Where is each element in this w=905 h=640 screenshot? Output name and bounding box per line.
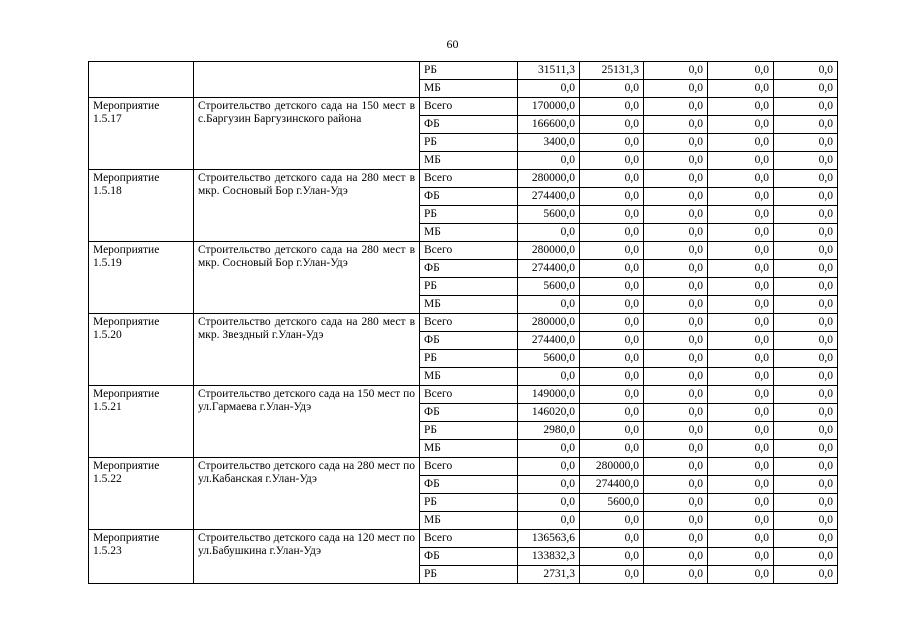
amount-cell: 0,0 — [708, 152, 774, 170]
amount-cell: 0,0 — [774, 350, 838, 368]
amount-cell: 0,0 — [644, 260, 708, 278]
amount-cell: 0,0 — [580, 332, 644, 350]
amount-cell: 0,0 — [580, 152, 644, 170]
amount-cell: 0,0 — [708, 134, 774, 152]
event-cell: Мероприятие 1.5.22 — [89, 458, 194, 530]
amount-cell: 0,0 — [580, 548, 644, 566]
amount-cell: 133832,3 — [518, 548, 580, 566]
amount-cell: 0,0 — [518, 476, 580, 494]
amount-cell: 0,0 — [774, 98, 838, 116]
funding-source-cell: Всего — [420, 530, 518, 548]
amount-cell: 0,0 — [518, 296, 580, 314]
funding-source-cell: МБ — [420, 80, 518, 98]
amount-cell: 0,0 — [708, 476, 774, 494]
table-row — [89, 530, 838, 548]
amount-cell: 0,0 — [774, 116, 838, 134]
funding-source-cell: Всего — [420, 314, 518, 332]
funding-source-cell: РБ — [420, 62, 518, 80]
amount-cell: 0,0 — [644, 296, 708, 314]
amount-cell: 0,0 — [580, 134, 644, 152]
amount-cell: 0,0 — [708, 260, 774, 278]
amount-cell: 0,0 — [774, 260, 838, 278]
amount-cell: 0,0 — [774, 152, 838, 170]
table-row — [89, 314, 838, 332]
amount-cell: 0,0 — [580, 296, 644, 314]
event-cell: Мероприятие 1.5.19 — [89, 242, 194, 314]
amount-cell: 0,0 — [580, 440, 644, 458]
amount-cell: 0,0 — [580, 98, 644, 116]
amount-cell: 0,0 — [644, 242, 708, 260]
amount-cell: 0,0 — [518, 368, 580, 386]
amount-cell: 0,0 — [708, 80, 774, 98]
amount-cell: 0,0 — [644, 476, 708, 494]
funding-source-cell: РБ — [420, 206, 518, 224]
amount-cell: 0,0 — [708, 170, 774, 188]
amount-cell: 0,0 — [708, 566, 774, 584]
amount-cell: 0,0 — [644, 566, 708, 584]
description-cell: Строительство детского сада на 280 мест в мкр. Сосновый Бор г.Улан-Удэ — [194, 170, 420, 242]
amount-cell: 0,0 — [774, 278, 838, 296]
amount-cell: 5600,0 — [518, 278, 580, 296]
funding-source-cell: ФБ — [420, 476, 518, 494]
amount-cell: 0,0 — [518, 440, 580, 458]
amount-cell: 0,0 — [644, 422, 708, 440]
amount-cell: 0,0 — [708, 440, 774, 458]
amount-cell: 0,0 — [580, 80, 644, 98]
amount-cell: 0,0 — [774, 440, 838, 458]
amount-cell: 0,0 — [644, 98, 708, 116]
amount-cell: 0,0 — [708, 548, 774, 566]
amount-cell: 0,0 — [708, 62, 774, 80]
amount-cell: 0,0 — [518, 512, 580, 530]
amount-cell: 0,0 — [580, 386, 644, 404]
amount-cell: 31511,3 — [518, 62, 580, 80]
description-cell: Строительство детского сада на 280 мест по ул.Кабанская г.Улан-Удэ — [194, 458, 420, 530]
amount-cell: 0,0 — [580, 116, 644, 134]
amount-cell: 0,0 — [774, 530, 838, 548]
amount-cell: 0,0 — [580, 404, 644, 422]
amount-cell: 0,0 — [708, 404, 774, 422]
funding-source-cell: Всего — [420, 170, 518, 188]
funding-source-cell: РБ — [420, 350, 518, 368]
amount-cell: 0,0 — [644, 314, 708, 332]
amount-cell: 0,0 — [708, 494, 774, 512]
amount-cell: 0,0 — [708, 422, 774, 440]
amount-cell: 0,0 — [708, 350, 774, 368]
event-cell: Мероприятие 1.5.23 — [89, 530, 194, 584]
amount-cell: 25131,3 — [580, 62, 644, 80]
amount-cell: 0,0 — [708, 386, 774, 404]
amount-cell: 0,0 — [644, 548, 708, 566]
amount-cell: 0,0 — [708, 368, 774, 386]
amount-cell: 0,0 — [708, 296, 774, 314]
amount-cell: 0,0 — [774, 368, 838, 386]
amount-cell: 0,0 — [580, 422, 644, 440]
amount-cell: 0,0 — [774, 134, 838, 152]
amount-cell: 0,0 — [580, 242, 644, 260]
amount-cell: 280000,0 — [580, 458, 644, 476]
amount-cell: 0,0 — [708, 530, 774, 548]
amount-cell: 0,0 — [708, 188, 774, 206]
amount-cell: 0,0 — [518, 224, 580, 242]
budget-table — [88, 61, 838, 584]
funding-source-cell: РБ — [420, 134, 518, 152]
amount-cell: 0,0 — [774, 386, 838, 404]
amount-cell: 280000,0 — [518, 242, 580, 260]
table-row — [89, 62, 838, 80]
amount-cell: 0,0 — [644, 62, 708, 80]
amount-cell: 0,0 — [580, 206, 644, 224]
amount-cell: 280000,0 — [518, 314, 580, 332]
amount-cell: 0,0 — [774, 296, 838, 314]
amount-cell: 0,0 — [518, 494, 580, 512]
amount-cell: 274400,0 — [518, 188, 580, 206]
amount-cell: 0,0 — [708, 242, 774, 260]
description-cell: Строительство детского сада на 150 мест в с.Баргузин Баргузинского района — [194, 98, 420, 170]
amount-cell: 0,0 — [580, 314, 644, 332]
funding-source-cell: Всего — [420, 242, 518, 260]
funding-source-cell: МБ — [420, 152, 518, 170]
event-cell — [89, 62, 194, 98]
funding-source-cell: ФБ — [420, 188, 518, 206]
amount-cell: 166600,0 — [518, 116, 580, 134]
amount-cell: 0,0 — [644, 494, 708, 512]
amount-cell: 0,0 — [644, 170, 708, 188]
amount-cell: 3400,0 — [518, 134, 580, 152]
funding-source-cell: Всего — [420, 98, 518, 116]
funding-source-cell: МБ — [420, 368, 518, 386]
amount-cell: 0,0 — [644, 224, 708, 242]
amount-cell: 0,0 — [708, 512, 774, 530]
table-row — [89, 170, 838, 188]
amount-cell: 0,0 — [774, 332, 838, 350]
amount-cell: 0,0 — [644, 512, 708, 530]
amount-cell: 0,0 — [580, 260, 644, 278]
amount-cell: 0,0 — [580, 278, 644, 296]
funding-source-cell: РБ — [420, 422, 518, 440]
amount-cell: 0,0 — [708, 332, 774, 350]
funding-source-cell: Всего — [420, 386, 518, 404]
table-row — [89, 98, 838, 116]
amount-cell: 5600,0 — [518, 206, 580, 224]
amount-cell: 0,0 — [518, 152, 580, 170]
amount-cell: 274400,0 — [580, 476, 644, 494]
amount-cell: 0,0 — [774, 458, 838, 476]
amount-cell: 0,0 — [644, 368, 708, 386]
amount-cell: 280000,0 — [518, 170, 580, 188]
event-cell: Мероприятие 1.5.21 — [89, 386, 194, 458]
amount-cell: 0,0 — [774, 566, 838, 584]
amount-cell: 0,0 — [774, 494, 838, 512]
amount-cell: 0,0 — [580, 170, 644, 188]
amount-cell: 0,0 — [708, 98, 774, 116]
funding-source-cell: МБ — [420, 296, 518, 314]
table-row — [89, 458, 838, 476]
amount-cell: 170000,0 — [518, 98, 580, 116]
amount-cell: 0,0 — [708, 458, 774, 476]
amount-cell: 0,0 — [518, 80, 580, 98]
funding-source-cell: МБ — [420, 512, 518, 530]
amount-cell: 0,0 — [708, 224, 774, 242]
amount-cell: 0,0 — [518, 458, 580, 476]
amount-cell: 0,0 — [580, 368, 644, 386]
amount-cell: 0,0 — [644, 116, 708, 134]
amount-cell: 0,0 — [774, 476, 838, 494]
amount-cell: 0,0 — [774, 224, 838, 242]
amount-cell: 0,0 — [774, 206, 838, 224]
amount-cell: 0,0 — [644, 206, 708, 224]
description-cell: Строительство детского сада на 150 мест по ул.Гармаева г.Улан-Удэ — [194, 386, 420, 458]
page-number: 60 — [446, 37, 459, 51]
amount-cell: 0,0 — [774, 404, 838, 422]
amount-cell: 0,0 — [644, 188, 708, 206]
funding-source-cell: Всего — [420, 458, 518, 476]
amount-cell: 0,0 — [708, 116, 774, 134]
event-cell: Мероприятие 1.5.18 — [89, 170, 194, 242]
amount-cell: 0,0 — [644, 458, 708, 476]
funding-source-cell: ФБ — [420, 404, 518, 422]
amount-cell: 136563,6 — [518, 530, 580, 548]
amount-cell: 0,0 — [644, 80, 708, 98]
table-row — [89, 386, 838, 404]
amount-cell: 0,0 — [580, 224, 644, 242]
amount-cell: 0,0 — [644, 278, 708, 296]
funding-source-cell: РБ — [420, 278, 518, 296]
amount-cell: 0,0 — [774, 188, 838, 206]
amount-cell: 0,0 — [774, 62, 838, 80]
description-cell: Строительство детского сада на 280 мест в мкр. Звездный г.Улан-Удэ — [194, 314, 420, 386]
description-cell — [194, 62, 420, 98]
description-cell: Строительство детского сада на 120 мест по ул.Бабушкина г.Улан-Удэ — [194, 530, 420, 584]
amount-cell: 274400,0 — [518, 332, 580, 350]
funding-source-cell: МБ — [420, 224, 518, 242]
amount-cell: 0,0 — [774, 548, 838, 566]
amount-cell: 0,0 — [644, 386, 708, 404]
funding-source-cell: РБ — [420, 494, 518, 512]
amount-cell: 0,0 — [644, 440, 708, 458]
table-row — [89, 242, 838, 260]
amount-cell: 0,0 — [580, 188, 644, 206]
amount-cell: 274400,0 — [518, 260, 580, 278]
amount-cell: 0,0 — [644, 530, 708, 548]
amount-cell: 0,0 — [580, 566, 644, 584]
amount-cell: 0,0 — [774, 314, 838, 332]
amount-cell: 0,0 — [774, 170, 838, 188]
amount-cell: 0,0 — [774, 242, 838, 260]
amount-cell: 5600,0 — [580, 494, 644, 512]
description-cell: Строительство детского сада на 280 мест в мкр. Сосновый Бор г.Улан-Удэ — [194, 242, 420, 314]
amount-cell: 2980,0 — [518, 422, 580, 440]
amount-cell: 0,0 — [774, 80, 838, 98]
amount-cell: 0,0 — [708, 206, 774, 224]
funding-source-cell: МБ — [420, 440, 518, 458]
amount-cell: 0,0 — [774, 512, 838, 530]
amount-cell: 0,0 — [580, 512, 644, 530]
funding-source-cell: ФБ — [420, 548, 518, 566]
amount-cell: 0,0 — [708, 314, 774, 332]
budget-table-body — [89, 62, 838, 584]
funding-source-cell: ФБ — [420, 116, 518, 134]
funding-source-cell: ФБ — [420, 332, 518, 350]
funding-source-cell: ФБ — [420, 260, 518, 278]
amount-cell: 0,0 — [644, 134, 708, 152]
amount-cell: 149000,0 — [518, 386, 580, 404]
amount-cell: 0,0 — [774, 422, 838, 440]
amount-cell: 0,0 — [644, 152, 708, 170]
amount-cell: 0,0 — [644, 350, 708, 368]
event-cell: Мероприятие 1.5.17 — [89, 98, 194, 170]
amount-cell: 0,0 — [580, 530, 644, 548]
amount-cell: 0,0 — [580, 350, 644, 368]
amount-cell: 0,0 — [644, 332, 708, 350]
event-cell: Мероприятие 1.5.20 — [89, 314, 194, 386]
amount-cell: 5600,0 — [518, 350, 580, 368]
funding-source-cell: РБ — [420, 566, 518, 584]
amount-cell: 0,0 — [708, 278, 774, 296]
amount-cell: 0,0 — [644, 404, 708, 422]
amount-cell: 2731,3 — [518, 566, 580, 584]
amount-cell: 146020,0 — [518, 404, 580, 422]
